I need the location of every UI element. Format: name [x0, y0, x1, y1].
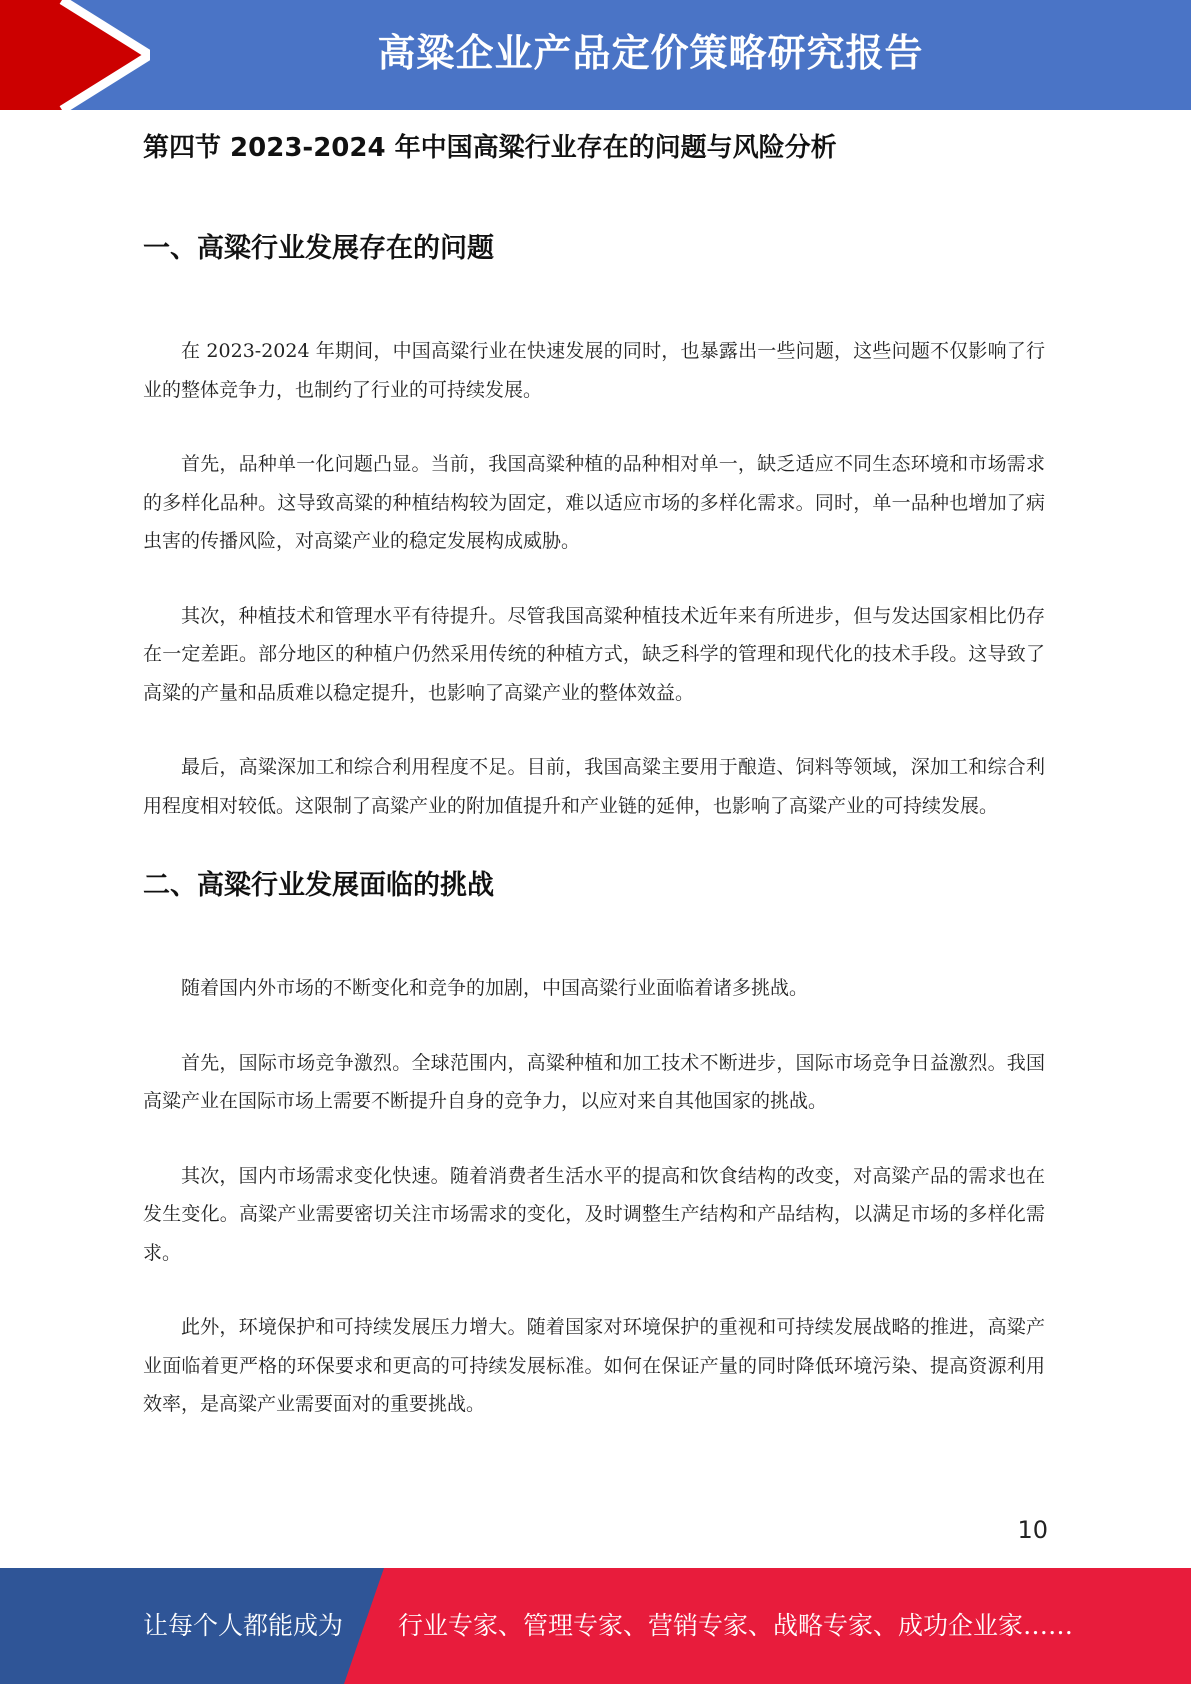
paragraph: 随着国内外市场的不断变化和竞争的加剧，中国高粱行业面临着诸多挑战。: [181, 977, 809, 999]
page-number: 10: [1017, 1516, 1048, 1544]
paragraph: 在 2023-2024 年期间，中国高粱行业在快速发展的同时，也暴露出一些问题，这些问题不仅影响了行业的整体竞争力，也制约了行业的可持续发展。: [143, 340, 1045, 401]
paragraph: 其次，国内市场需求变化快速。随着消费者生活水平的提高和饮食结构的改变，对高粱产品的需求也在发生变化。高粱产业需要密切关注市场需求的变化，及时调整生产结构和产品结构，以满足市场的多样化需求。: [143, 1164, 1045, 1264]
footer-slogan-right: 行业专家、管理专家、营销专家、战略专家、成功企业家……: [398, 1611, 1074, 1640]
paragraph: 其次，种植技术和管理水平有待提升。尽管我国高粱种植技术近年来有所进步，但与发达国家相比仍存在一定差距。部分地区的种植户仍然采用传统的种植方式，缺乏科学的管理和现代化的技术手段。这导致了高粱的产量和品质难以稳定提升，也影响了高粱产业的整体效益。: [143, 604, 1045, 704]
page-content: [143, 130, 1045, 1424]
paragraph: 首先，国际市场竞争激烈。全球范围内，高粱种植和加工技术不断进步，国际市场竞争日益激烈。我国高粱产业在国际市场上需要不断提升自身的竞争力，以应对来自其他国家的挑战。: [143, 1051, 1045, 1112]
red-chevron-decoration: [0, 0, 150, 110]
subsection-title-problems: 一、高粱行业发展存在的问题: [143, 233, 494, 264]
section-title: 第四节 2023-2024 年中国高粱行业存在的问题与风险分析: [143, 133, 837, 163]
footer-slogan-left: 让每个人都能成为: [143, 1611, 344, 1640]
header-banner: [0, 0, 1191, 110]
paragraph: 首先，品种单一化问题凸显。当前，我国高粱种植的品种相对单一，缺乏适应不同生态环境和市场需求的多样化品种。这导致高粱的种植结构较为固定，难以适应市场的多样化需求。同时，单一品种也增加了病虫害的传播风险，对高粱产业的稳定发展构成威胁。: [143, 453, 1045, 552]
footer-banner: [0, 1568, 1191, 1684]
report-title: 高粱企业产品定价策略研究报告: [377, 31, 924, 75]
paragraph: 最后，高粱深加工和综合利用程度不足。目前，我国高粱主要用于酿造、饲料等领域，深加工和综合利用程度相对较低。这限制了高粱产业的附加值提升和产业链的延伸，也影响了高粱产业的可持续发展。: [143, 756, 1045, 817]
paragraph: 此外，环境保护和可持续发展压力增大。随着国家对环境保护的重视和可持续发展战略的推进，高粱产业面临着更严格的环保要求和更高的可持续发展标准。如何在保证产量的同时降低环境污染、提高资源利用效率，是高粱产业需要面对的重要挑战。: [143, 1316, 1045, 1415]
subsection-title-challenges: 二、高粱行业发展面临的挑战: [143, 870, 494, 901]
